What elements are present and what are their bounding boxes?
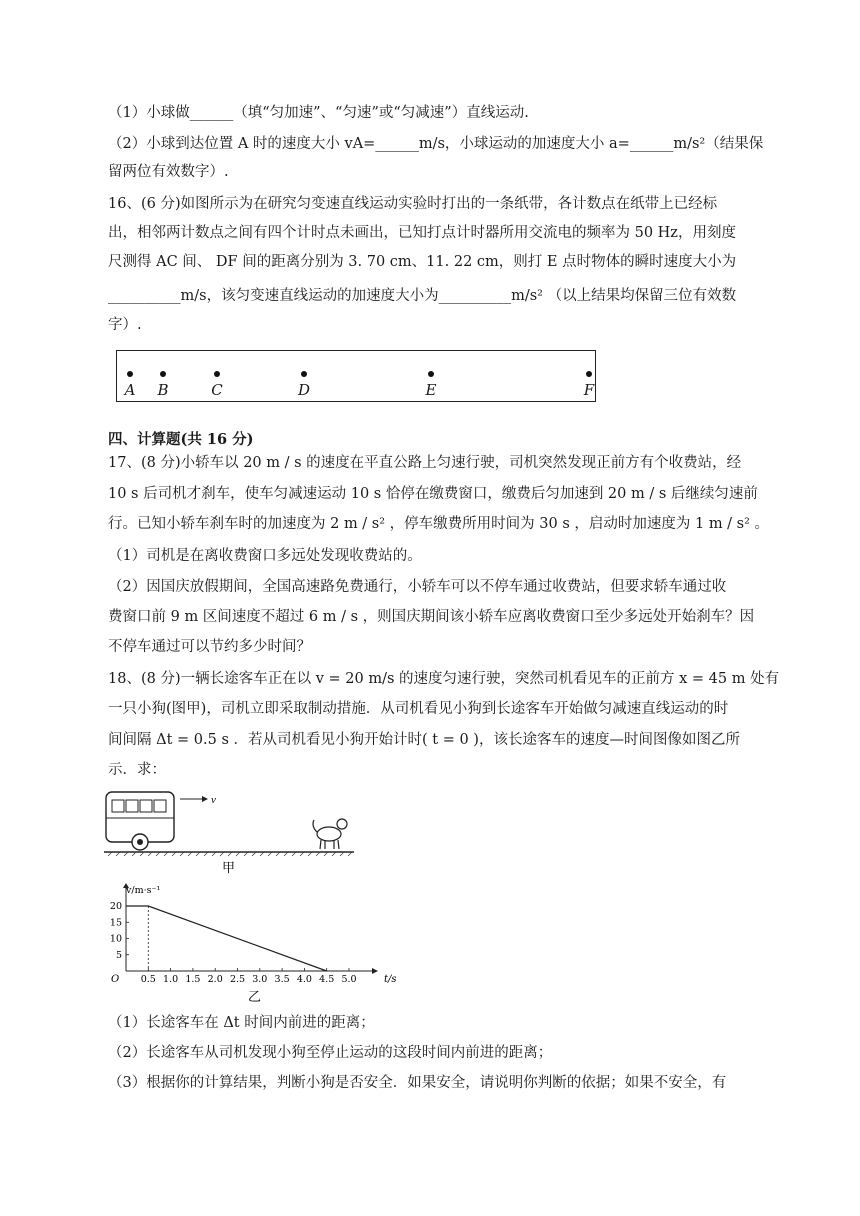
- figure-yi-caption: 乙: [248, 990, 262, 1005]
- chart-series: [126, 906, 327, 971]
- y-tick-label: 5: [115, 949, 122, 961]
- q18-part2: （2）长途客车从司机发现小狗至停止运动的这段时间内前进的距离；: [108, 1045, 553, 1061]
- tape-dot-f: [586, 371, 592, 377]
- dog-icon: [313, 819, 347, 849]
- q18-line3: 间间隔 Δt = 0.5 s ．若从司机看见小狗开始计时( t = 0 )，该长途客车的速度—时间图像如图乙所: [108, 732, 740, 748]
- x-tick-label: 3.5: [274, 974, 290, 985]
- x-tick-label: 2.0: [207, 974, 223, 985]
- q17-line1: 17、(8 分)小轿车以 20 m / s 的速度在平直公路上匀速行驶，司机突然发现正前方有个收费站，经: [108, 455, 742, 471]
- chart-ticks: [110, 901, 357, 985]
- tape-dot-a: [127, 371, 133, 377]
- q15-part2-cont: 留两位有效数字）.: [108, 164, 229, 180]
- tape-label-f: F: [583, 381, 595, 399]
- tape-label-d: D: [297, 381, 311, 399]
- x-tick-label: 3.0: [252, 974, 268, 985]
- tape-dot-e: [428, 371, 434, 377]
- q16-line2: 出，相邻两计数点之间有四个计时点未画出，已知打点计时器所用交流电的频率为 50 Hz，用刻度: [108, 225, 736, 241]
- q18-line2: 一只小狗(图甲)，司机立即采取制动措施．从司机看见小狗到长途客车开始做匀减速直线运动的时: [108, 701, 729, 717]
- section-4-heading: 四、计算题(共 16 分): [108, 431, 254, 448]
- q17-line3: 行。已知小轿车刹车时的加速度为 2 m / s² ，停车缴费所用时间为 30 s ，启动时加速度为 1 m / s² 。: [108, 516, 770, 532]
- q18-part1: （1）长途客车在 Δt 时间内前进的距离；: [108, 1015, 375, 1031]
- q17-line2: 10 s 后司机才刹车，使车匀减速运动 10 s 恰停在缴费窗口，缴费后匀加速到 20 m / s 后继续匀速前: [108, 486, 758, 502]
- y-tick-label: 10: [109, 933, 122, 945]
- bus-icon: [106, 792, 174, 850]
- y-tick-label: 15: [109, 917, 122, 929]
- figure-jia: [104, 786, 364, 878]
- x-tick-label: 1.5: [185, 974, 201, 985]
- tape-label-a: A: [124, 381, 136, 399]
- x-axis-arrow: [372, 968, 378, 974]
- q15-part2: （2）小球到达位置 A 时的速度大小 vA=______m/s，小球运动的加速度大小 a=______m/s²（结果保: [108, 136, 764, 152]
- q18-line1: 18、(8 分)一辆长途客车正在以 v = 20 m/s 的速度匀速行驶，突然司机看见车的正前方 x = 45 m 处有: [108, 671, 780, 687]
- q16-line4: __________m/s，该匀变速直线运动的加速度大小为__________m/s² （以上结果均保留三位有效数: [108, 288, 737, 304]
- q15-part1: （1）小球做______（填“匀加速”、“匀速”或“匀减速”）直线运动.: [108, 105, 529, 121]
- velocity-label: v: [211, 794, 216, 806]
- x-axis-label: t/s: [384, 974, 397, 985]
- tape-dot-d: [301, 371, 307, 377]
- x-tick-label: 0.5: [140, 974, 156, 985]
- tape-label-b: B: [157, 381, 169, 399]
- y-axis-label: v/m·s⁻¹: [126, 885, 161, 896]
- x-tick-label: 4.0: [296, 974, 312, 985]
- chart-axes: [123, 883, 378, 974]
- q16-line5: 字）.: [108, 317, 142, 333]
- q16-line3: 尺测得 AC 间、 DF 间的距离分别为 3. 70 cm、11. 22 cm，则打 E 点时物体的瞬时速度大小为: [108, 254, 737, 270]
- y-tick-label: 20: [109, 901, 122, 912]
- x-tick-label: 5.0: [341, 974, 357, 985]
- tape-label-e: E: [425, 381, 437, 399]
- q17-part1: （1）司机是在离收费窗口多远处发现收费站的。: [108, 548, 422, 564]
- q16-line1: 16、(6 分)如图所示为在研究匀变速直线运动实验时打出的一条纸带，各计数点在纸带上已经标: [108, 196, 718, 212]
- figure-yi-chart: [104, 882, 404, 1006]
- q18-part3: （3）根据你的计算结果，判断小狗是否安全．如果安全，请说明你判断的依据；如果不安全，有: [108, 1075, 727, 1091]
- q18-line4: 示．求：: [108, 762, 166, 778]
- tape-dot-b: [160, 371, 166, 377]
- x-tick-label: 2.5: [229, 974, 246, 985]
- x-tick-label: 4.5: [319, 974, 335, 985]
- q17-part2-cont1: 费窗口前 9 m 区间速度不超过 6 m / s ，则国庆期间该小轿车应离收费窗口至少多远处开始刹车？因: [108, 609, 755, 625]
- paper-tape-figure: [116, 350, 596, 402]
- velocity-series-line: [126, 906, 327, 971]
- tape-label-c: C: [211, 381, 223, 399]
- tape-dot-c: [214, 371, 220, 377]
- figure-jia-caption: 甲: [222, 861, 236, 876]
- x-tick-label: 1.0: [163, 974, 179, 985]
- q17-part2-cont2: 不停车通过可以节约多少时间？: [108, 639, 311, 655]
- origin-label: O: [111, 974, 120, 985]
- q17-part2: （2）因国庆放假期间，全国高速路免费通行，小轿车可以不停车通过收费站，但要求轿车通过收: [108, 579, 727, 595]
